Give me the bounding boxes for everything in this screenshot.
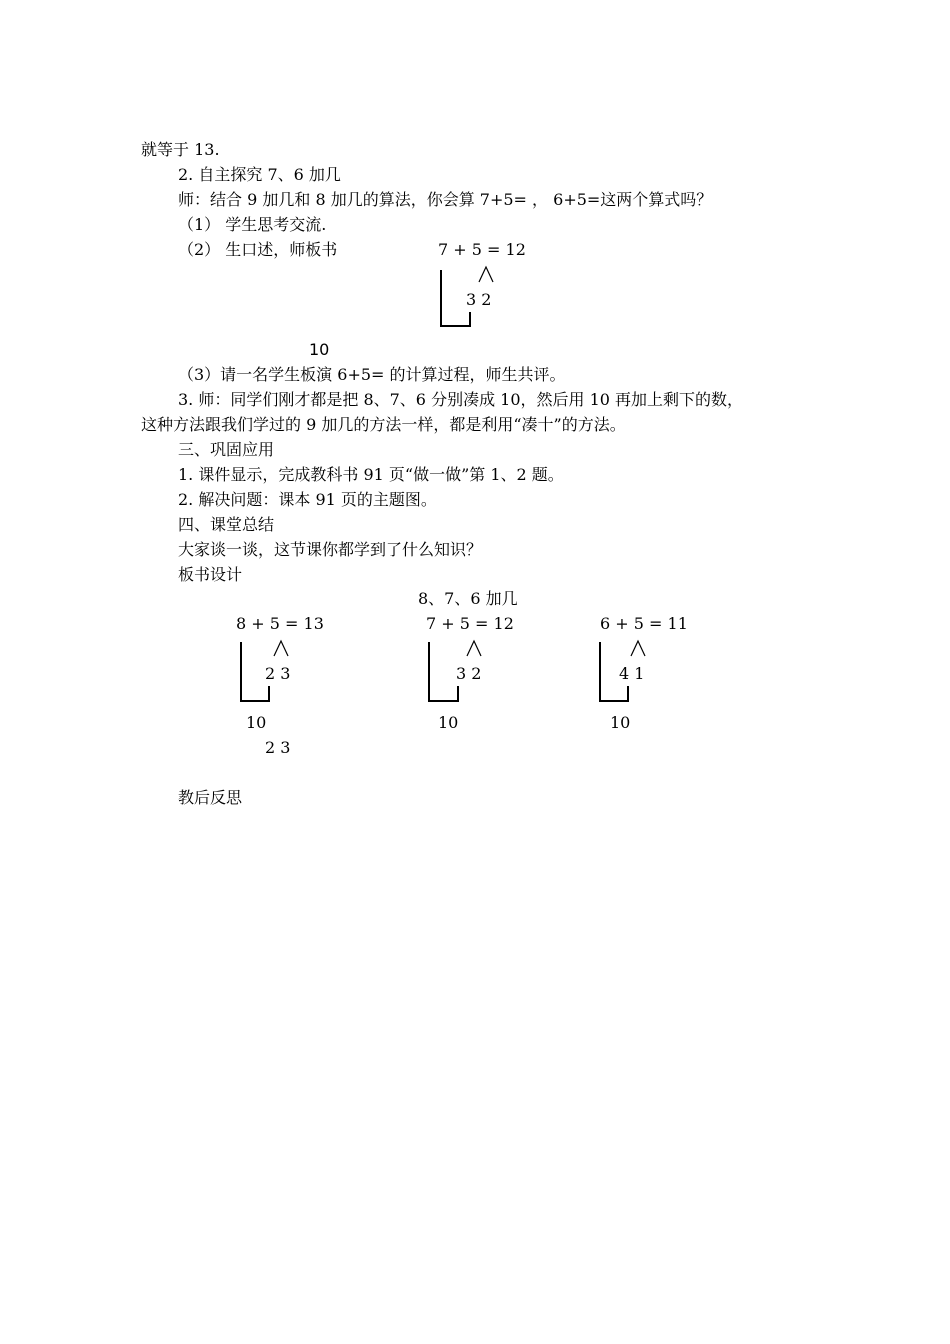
equation: 6 + 5 = 11 bbox=[600, 614, 688, 633]
section-heading: 教后反思 bbox=[178, 788, 243, 807]
text-line: 师：结合 9 加几和 8 加几的算法，你会算 7+5= ， 6+5=这两个算式吗？ bbox=[178, 190, 713, 209]
bracket-left bbox=[428, 642, 430, 702]
text-line: （1） 学生思考交流. bbox=[178, 215, 327, 234]
equation: 8 + 5 = 13 bbox=[236, 614, 324, 633]
text-line: 大家谈一谈，这节课你都学到了什么知识？ bbox=[178, 540, 483, 559]
text-line: （2） 生口述，师板书 bbox=[178, 240, 338, 259]
bracket-bottom bbox=[428, 700, 459, 702]
bracket-left bbox=[599, 642, 601, 702]
text-line: （3）请一名学生板演 6+5= 的计算过程，师生共评。 bbox=[178, 365, 566, 384]
ten-result: 10 bbox=[438, 713, 459, 732]
text-line: 这种方法跟我们学过的 9 加几的方法一样，都是利用“凑十”的方法。 bbox=[141, 415, 626, 434]
split-mark bbox=[630, 639, 646, 657]
remaining-numbers: 2 3 bbox=[265, 738, 291, 757]
split-numbers: 2 3 bbox=[265, 664, 291, 683]
bracket-left bbox=[440, 270, 442, 327]
bracket-bottom bbox=[440, 325, 471, 327]
equation: 7 + 5 = 12 bbox=[426, 614, 514, 633]
split-numbers: 3 2 bbox=[466, 290, 492, 309]
text-line: 就等于 13. bbox=[141, 140, 220, 159]
split-mark bbox=[478, 265, 494, 283]
section-heading: 三、巩固应用 bbox=[178, 440, 275, 459]
bracket-left bbox=[240, 642, 242, 702]
section-heading: 2. 自主探究 7、6 加几 bbox=[178, 165, 341, 184]
ten-result: 10 bbox=[610, 713, 631, 732]
split-numbers: 3 2 bbox=[456, 664, 482, 683]
split-mark bbox=[466, 639, 482, 657]
equation: 7 + 5 = 12 bbox=[438, 240, 526, 259]
section-heading: 四、课堂总结 bbox=[178, 515, 275, 534]
text-line: 3. 师：同学们刚才都是把 8、7、6 分别凑成 10，然后用 10 再加上剩下的数， bbox=[178, 390, 744, 409]
ten-result: 10 bbox=[309, 340, 330, 359]
bracket-bottom bbox=[240, 700, 270, 702]
text-line: 1. 课件显示，完成教科书 91 页“做一做”第 1、2 题。 bbox=[178, 465, 564, 484]
ten-result: 10 bbox=[246, 713, 267, 732]
split-numbers: 4 1 bbox=[619, 664, 645, 683]
text-line: 板书设计 bbox=[178, 565, 243, 584]
text-line: 2. 解决问题：课本 91 页的主题图。 bbox=[178, 490, 437, 509]
bracket-bottom bbox=[599, 700, 629, 702]
split-mark bbox=[273, 639, 289, 657]
board-title: 8、7、6 加几 bbox=[418, 589, 518, 608]
